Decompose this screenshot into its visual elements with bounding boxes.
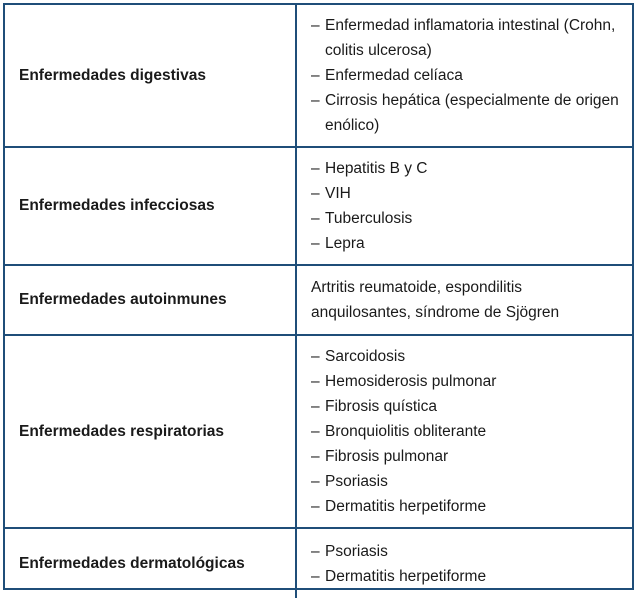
list-item: – Sarcoidosis [311, 344, 620, 369]
list-item: – Enfermedad inflamatoria intestinal (Crohn, colitis ulcerosa) [311, 13, 620, 63]
list-item: – Lepra [311, 231, 620, 256]
list-item: – Dermatitis herpetiforme [311, 564, 620, 589]
diseases-table [3, 3, 634, 590]
list-item: – Hepatitis B y C [311, 156, 620, 181]
items-cell [296, 5, 632, 147]
list-item: – Enfermedad celíaca [311, 63, 620, 88]
diseases-table-grid [5, 5, 632, 598]
category-cell: Enfermedades infecciosas [5, 147, 296, 265]
item-list [311, 156, 620, 256]
list-item: – Fibrosis pulmonar [311, 444, 620, 469]
category-cell: Enfermedades respiratorias [5, 335, 296, 528]
items-cell [296, 147, 632, 265]
table-row [5, 147, 632, 265]
item-list [311, 344, 620, 519]
item-list [311, 539, 620, 589]
list-item: – VIH [311, 181, 620, 206]
category-cell: Enfermedades digestivas [5, 5, 296, 147]
list-item: – Fibrosis quística [311, 394, 620, 419]
list-item: – Dermatitis herpetiforme [311, 494, 620, 519]
table-row [5, 5, 632, 147]
category-cell: Enfermedades autoinmunes [5, 265, 296, 335]
list-item: – Psoriasis [311, 469, 620, 494]
table-row [5, 265, 632, 335]
table-row [5, 528, 632, 598]
table-row [5, 335, 632, 528]
items-text: Artritis reumatoide, espondilitis anquilosantes, síndrome de Sjögren [311, 279, 560, 321]
list-item: – Tuberculosis [311, 206, 620, 231]
items-cell [296, 335, 632, 528]
category-cell: Enfermedades dermatológicas [5, 528, 296, 598]
items-cell [296, 528, 632, 598]
list-item: – Bronquiolitis obliterante [311, 419, 620, 444]
list-item: – Cirrosis hepática (especialmente de origen enólico) [311, 88, 620, 138]
items-cell [296, 265, 632, 335]
item-list [311, 13, 620, 138]
list-item: – Psoriasis [311, 539, 620, 564]
list-item: – Hemosiderosis pulmonar [311, 369, 620, 394]
